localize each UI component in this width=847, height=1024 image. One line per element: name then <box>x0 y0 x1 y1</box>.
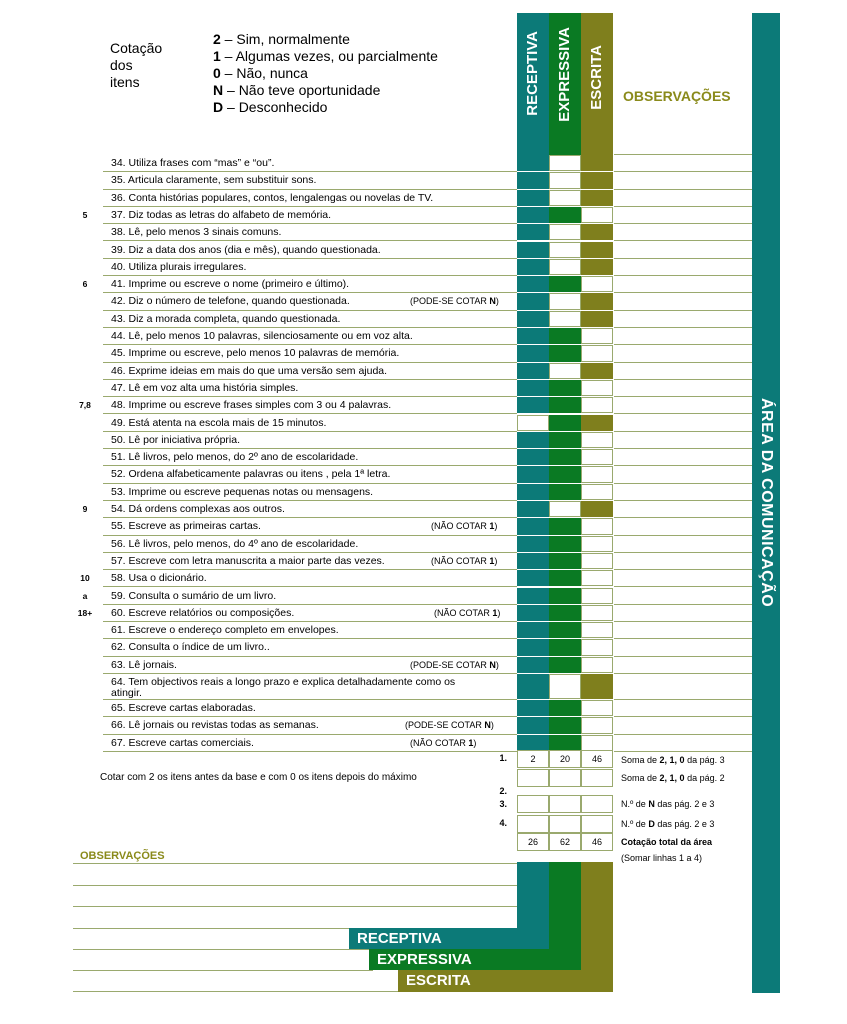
written-score-cell <box>581 259 613 275</box>
written-score-cell <box>581 190 613 206</box>
summary-row-number: 1. <box>499 753 507 763</box>
written-score-cell <box>581 501 613 517</box>
item-text: 50. Lê por iniciativa própria. <box>111 433 240 446</box>
item-text: 40. Utiliza plurais irregulares. <box>111 260 247 273</box>
scoring-note: (PODE-SE COTAR N) <box>405 720 494 731</box>
item-row <box>0 363 752 380</box>
expressive-score-cell <box>549 432 581 448</box>
item-text: 63. Lê jornais. <box>111 658 177 671</box>
observation-rule <box>614 751 752 752</box>
expressive-score-cell[interactable] <box>549 293 581 309</box>
receptive-score-cell <box>517 674 549 699</box>
observations-column-header: OBSERVAÇÕES <box>623 88 731 104</box>
item-rule <box>103 751 517 752</box>
observation-line <box>73 885 517 886</box>
written-score-cell[interactable] <box>581 432 613 448</box>
receptive-n-cell[interactable] <box>517 795 549 813</box>
item-row <box>0 639 752 656</box>
expressive-score-cell[interactable] <box>549 190 581 206</box>
receptive-step-label: RECEPTIVA <box>349 928 549 949</box>
base-age-label: 6 <box>82 279 88 290</box>
legend-label-line: itens <box>110 74 140 90</box>
scoring-note: (PODE-SE COTAR N) <box>410 296 499 307</box>
expressive-score-cell[interactable] <box>549 242 581 258</box>
item-row <box>0 432 752 449</box>
expressive-score-cell <box>549 397 581 413</box>
item-row <box>0 397 752 414</box>
receptive-score-cell <box>517 553 549 569</box>
expressive-score-cell <box>549 466 581 482</box>
observation-line <box>73 863 517 864</box>
expressive-score-cell <box>549 735 581 751</box>
scale-entry: D – Desconhecido <box>213 99 328 115</box>
written-score-cell <box>581 311 613 327</box>
receptive-d-cell[interactable] <box>517 815 549 833</box>
written-score-cell[interactable] <box>581 328 613 344</box>
item-text-continued: atingir. <box>111 687 142 699</box>
receptive-total-cell[interactable]: 26 <box>517 833 549 851</box>
receptive-score-cell <box>517 639 549 655</box>
expressive-score-cell[interactable] <box>549 224 581 240</box>
receptive-score-cell <box>517 155 549 171</box>
item-text: 42. Diz o número de telefone, quando questionada. <box>111 295 350 308</box>
item-row <box>0 328 752 345</box>
expressive-score-cell <box>549 518 581 534</box>
item-row <box>0 674 752 700</box>
expressive-column-header <box>549 13 581 155</box>
receptive-score-cell <box>517 570 549 586</box>
written-score-cell[interactable] <box>581 518 613 534</box>
receptive-score-cell <box>517 259 549 275</box>
expressive-score-cell <box>549 570 581 586</box>
summary-row-label: N.º de N das pág. 2 e 3 <box>621 799 715 809</box>
written-score-cell[interactable] <box>581 380 613 396</box>
item-row <box>0 380 752 397</box>
receptive-score-cell <box>517 449 549 465</box>
item-row <box>0 605 752 622</box>
written-score-cell[interactable] <box>581 735 613 751</box>
item-text: 62. Consulta o índice de um livro.. <box>111 641 270 654</box>
item-row <box>0 484 752 501</box>
written-total-cell[interactable]: 46 <box>581 833 613 851</box>
item-row <box>0 717 752 734</box>
item-row <box>0 657 752 674</box>
receptive-score-cell <box>517 242 549 258</box>
expressive-score-cell[interactable] <box>549 259 581 275</box>
observation-line <box>73 970 373 971</box>
written-score-cell[interactable] <box>581 276 613 292</box>
item-row <box>0 588 752 605</box>
base-age-label: a <box>82 590 88 601</box>
item-text: 54. Dá ordens complexas aos outros. <box>111 503 285 515</box>
receptive-score-cell <box>517 605 549 621</box>
expressive-score-cell <box>549 588 581 604</box>
expressive-score-cell <box>549 484 581 500</box>
expressive-score-cell <box>549 536 581 552</box>
item-text: 37. Diz todas as letras do alfabeto de memória. <box>111 208 332 221</box>
receptive-header-label: RECEPTIVA <box>524 31 541 116</box>
written-score-cell[interactable] <box>581 345 613 361</box>
written-column-header <box>581 13 613 155</box>
item-row <box>0 242 752 259</box>
summary-row-number: 2. <box>499 786 507 796</box>
item-text: 48. Imprime ou escreve frases simples com 3 ou 4 palavras. <box>111 399 392 412</box>
receptive-score-cell <box>517 363 549 379</box>
written-score-cell[interactable] <box>581 570 613 586</box>
receptive-column-header <box>517 13 549 155</box>
written-score-cell[interactable] <box>581 449 613 465</box>
receptive-score-cell <box>517 172 549 188</box>
expressive-score-cell <box>549 657 581 673</box>
item-row <box>0 536 752 553</box>
expressive-score-cell <box>549 207 581 223</box>
expressive-page2-cell[interactable] <box>549 769 581 787</box>
written-step-label: ESCRITA <box>398 970 613 992</box>
item-row <box>0 259 752 276</box>
item-text: 36. Conta histórias populares, contos, lengalengas ou novelas de TV. <box>111 191 434 204</box>
receptive-score-cell <box>517 345 549 361</box>
written-score-cell <box>581 363 613 379</box>
scale-entry: 0 – Não, nunca <box>213 65 308 81</box>
item-row <box>0 311 752 328</box>
receptive-score-cell <box>517 588 549 604</box>
receptive-score-cell <box>517 380 549 396</box>
expressive-score-cell <box>549 415 581 431</box>
rating-scale <box>213 31 438 116</box>
item-row <box>0 501 752 518</box>
item-text: 56. Lê livros, pelo menos, do 4º ano de escolaridade. <box>111 537 359 550</box>
expressive-score-cell[interactable] <box>549 674 581 699</box>
scoring-note: (NÃO COTAR 1) <box>431 521 498 532</box>
total-sublabel: (Somar linhas 1 a 4) <box>621 853 703 863</box>
item-row <box>0 735 752 752</box>
receptive-score-cell <box>517 432 549 448</box>
item-text: 35. Articula claramente, sem substituir sons. <box>111 174 317 187</box>
written-score-cell[interactable] <box>581 588 613 604</box>
receptive-score-cell <box>517 622 549 638</box>
written-score-cell[interactable] <box>581 700 613 716</box>
item-row <box>0 518 752 535</box>
scale-entry: N – Não teve oportunidade <box>213 82 381 98</box>
item-text: 52. Ordena alfabeticamente palavras ou itens , pela 1ª letra. <box>111 468 391 481</box>
observation-line <box>73 906 517 907</box>
item-text: 53. Imprime ou escreve pequenas notas ou mensagens. <box>111 485 374 498</box>
receptive-score-cell <box>517 518 549 534</box>
item-text: 66. Lê jornais ou revistas todas as semanas. <box>111 719 319 732</box>
item-row <box>0 345 752 362</box>
expressive-score-cell <box>549 328 581 344</box>
written-score-cell[interactable] <box>581 466 613 482</box>
scoring-note: (PODE-SE COTAR N) <box>410 659 499 670</box>
item-text: 41. Imprime ou escreve o nome (primeiro e último). <box>111 278 350 291</box>
expressive-score-cell[interactable] <box>549 501 581 517</box>
receptive-score-cell <box>517 501 549 517</box>
item-row <box>0 293 752 310</box>
expressive-header-label: EXPRESSIVA <box>556 27 573 122</box>
summary-row-label: Soma de 2, 1, 0 da pág. 3 <box>621 755 725 765</box>
item-row <box>0 553 752 570</box>
expressive-score-cell <box>549 449 581 465</box>
scale-entry: 1 – Algumas vezes, ou parcialmente <box>213 48 438 64</box>
scoring-note: (NÃO COTAR 1) <box>434 607 501 618</box>
item-row <box>0 276 752 293</box>
expressive-score-cell <box>549 553 581 569</box>
item-text: 61. Escreve o endereço completo em envelopes. <box>111 624 339 637</box>
item-row <box>0 190 752 207</box>
written-d-cell[interactable] <box>581 815 613 833</box>
written-score-cell[interactable] <box>581 657 613 673</box>
written-page2-cell[interactable] <box>581 769 613 787</box>
rating-legend-label <box>110 40 162 91</box>
expressive-score-cell <box>549 700 581 716</box>
receptive-score-cell <box>517 657 549 673</box>
item-text: 58. Usa o dicionário. <box>111 572 207 585</box>
expressive-sum-cell[interactable]: 20 <box>549 750 581 768</box>
item-text: 57. Escreve com letra manuscrita a maior parte das vezes. <box>111 554 385 567</box>
receptive-score-cell <box>517 190 549 206</box>
item-text: 39. Diz a data dos anos (dia e mês), quando questionada. <box>111 243 381 256</box>
expressive-score-cell[interactable] <box>549 172 581 188</box>
receptive-column-tail <box>517 862 549 928</box>
written-score-cell[interactable] <box>581 484 613 500</box>
expressive-score-cell[interactable] <box>549 363 581 379</box>
receptive-score-cell <box>517 224 549 240</box>
item-text: 59. Consulta o sumário de um livro. <box>111 589 277 602</box>
expressive-score-cell[interactable] <box>549 155 581 171</box>
receptive-score-cell <box>517 536 549 552</box>
receptive-score-cell <box>517 328 549 344</box>
base-age-label: 5 <box>82 209 88 220</box>
item-text: 65. Escreve cartas elaboradas. <box>111 702 256 714</box>
written-score-cell <box>581 242 613 258</box>
item-text: 47. Lê em voz alta uma história simples. <box>111 381 299 394</box>
expressive-score-cell[interactable] <box>549 311 581 327</box>
summary-row-label: Soma de 2, 1, 0 da pág. 2 <box>621 773 725 783</box>
total-label: Cotação total da área <box>621 837 713 847</box>
base-age-label: 10 <box>80 573 90 584</box>
receptive-score-cell <box>517 484 549 500</box>
item-row <box>0 415 752 432</box>
base-age-label: 18+ <box>77 607 93 618</box>
item-text: 44. Lê, pelo menos 10 palavras, silenciosamente ou em voz alta. <box>111 330 413 342</box>
base-age-label: 9 <box>82 504 88 514</box>
item-text: 64. Tem objectivos reais a longo prazo e explica detalhadamente como os <box>111 676 456 688</box>
item-text: 55. Escreve as primeiras cartas. <box>111 520 261 533</box>
written-score-cell[interactable] <box>581 639 613 655</box>
receptive-score-cell <box>517 276 549 292</box>
summary-row-number: 3. <box>499 799 507 809</box>
item-text: 67. Escreve cartas comerciais. <box>111 736 254 749</box>
item-row <box>0 224 752 241</box>
receptive-score-cell <box>517 466 549 482</box>
item-row <box>0 449 752 466</box>
written-score-cell[interactable] <box>581 397 613 413</box>
item-text: 60. Escreve relatórios ou composições. <box>111 606 295 619</box>
expressive-score-cell <box>549 622 581 638</box>
summary-row-number: 4. <box>499 818 507 828</box>
item-text: 43. Diz a morada completa, quando questionada. <box>111 312 341 325</box>
written-score-cell[interactable] <box>581 536 613 552</box>
expressive-score-cell <box>549 605 581 621</box>
item-row <box>0 155 752 172</box>
written-score-cell[interactable] <box>581 605 613 621</box>
receptive-score-cell <box>517 207 549 223</box>
legend-label-line: dos <box>110 57 133 73</box>
written-score-cell <box>581 293 613 309</box>
item-row <box>0 622 752 639</box>
written-score-cell <box>581 155 613 171</box>
item-text: 34. Utiliza frases com “mas” e “ou”. <box>111 157 275 169</box>
receptive-score-cell <box>517 700 549 716</box>
written-score-cell[interactable] <box>581 717 613 733</box>
receptive-score-cell <box>517 397 549 413</box>
written-header-label: ESCRITA <box>588 45 605 110</box>
item-text: 38. Lê, pelo menos 3 sinais comuns. <box>111 226 282 239</box>
expressive-d-cell[interactable] <box>549 815 581 833</box>
written-score-cell[interactable] <box>581 622 613 638</box>
item-text: 46. Exprime ideias em mais do que uma versão sem ajuda. <box>111 364 388 377</box>
receptive-page2-cell[interactable] <box>517 769 549 787</box>
item-text: 49. Está atenta na escola mais de 15 minutos. <box>111 416 327 429</box>
receptive-score-cell <box>517 311 549 327</box>
written-sum-cell[interactable]: 46 <box>581 750 613 768</box>
written-score-cell <box>581 172 613 188</box>
area-title: ÁREA DA COMUNICAÇÃO <box>758 398 775 608</box>
receptive-sum-cell[interactable]: 2 <box>517 750 549 768</box>
written-score-cell <box>581 415 613 431</box>
base-age-label: 7,8 <box>79 400 91 411</box>
scoring-note: (NÃO COTAR 1) <box>431 555 498 566</box>
expressive-step-label: EXPRESSIVA <box>369 949 581 970</box>
receptive-score-cell <box>517 293 549 309</box>
written-score-cell[interactable] <box>581 207 613 223</box>
written-n-cell[interactable] <box>581 795 613 813</box>
item-row <box>0 207 752 224</box>
expressive-score-cell <box>549 380 581 396</box>
written-score-cell[interactable] <box>581 553 613 569</box>
expressive-score-cell <box>549 639 581 655</box>
observation-line <box>73 991 403 992</box>
summary-row-label: N.º de D das pág. 2 e 3 <box>621 819 715 829</box>
item-text: 51. Lê livros, pelo menos, do 2º ano de escolaridade. <box>111 451 359 464</box>
scale-entry: 2 – Sim, normalmente <box>213 31 350 47</box>
scoring-note: (NÃO COTAR 1) <box>410 737 477 748</box>
footer-observations-title: OBSERVAÇÕES <box>80 850 165 862</box>
receptive-score-cell <box>517 735 549 751</box>
item-row <box>0 700 752 717</box>
written-score-cell <box>581 224 613 240</box>
legend-label-line: Cotação <box>110 40 163 56</box>
expressive-n-cell[interactable] <box>549 795 581 813</box>
item-row <box>0 172 752 189</box>
expressive-score-cell <box>549 345 581 361</box>
expressive-total-cell[interactable]: 62 <box>549 833 581 851</box>
receptive-score-cell <box>517 717 549 733</box>
expressive-score-cell <box>549 717 581 733</box>
item-row <box>0 570 752 587</box>
expressive-score-cell <box>549 276 581 292</box>
receptive-score-cell[interactable] <box>517 415 549 431</box>
expressive-column-tail <box>549 862 581 949</box>
item-row <box>0 466 752 483</box>
written-score-cell <box>581 674 613 699</box>
item-text: 45. Imprime ou escreve, pelo menos 10 palavras de memória. <box>111 347 400 360</box>
observation-line <box>73 949 373 950</box>
scoring-instruction: Cotar com 2 os itens antes da base e com 0 os itens depois do máximo <box>100 772 417 783</box>
